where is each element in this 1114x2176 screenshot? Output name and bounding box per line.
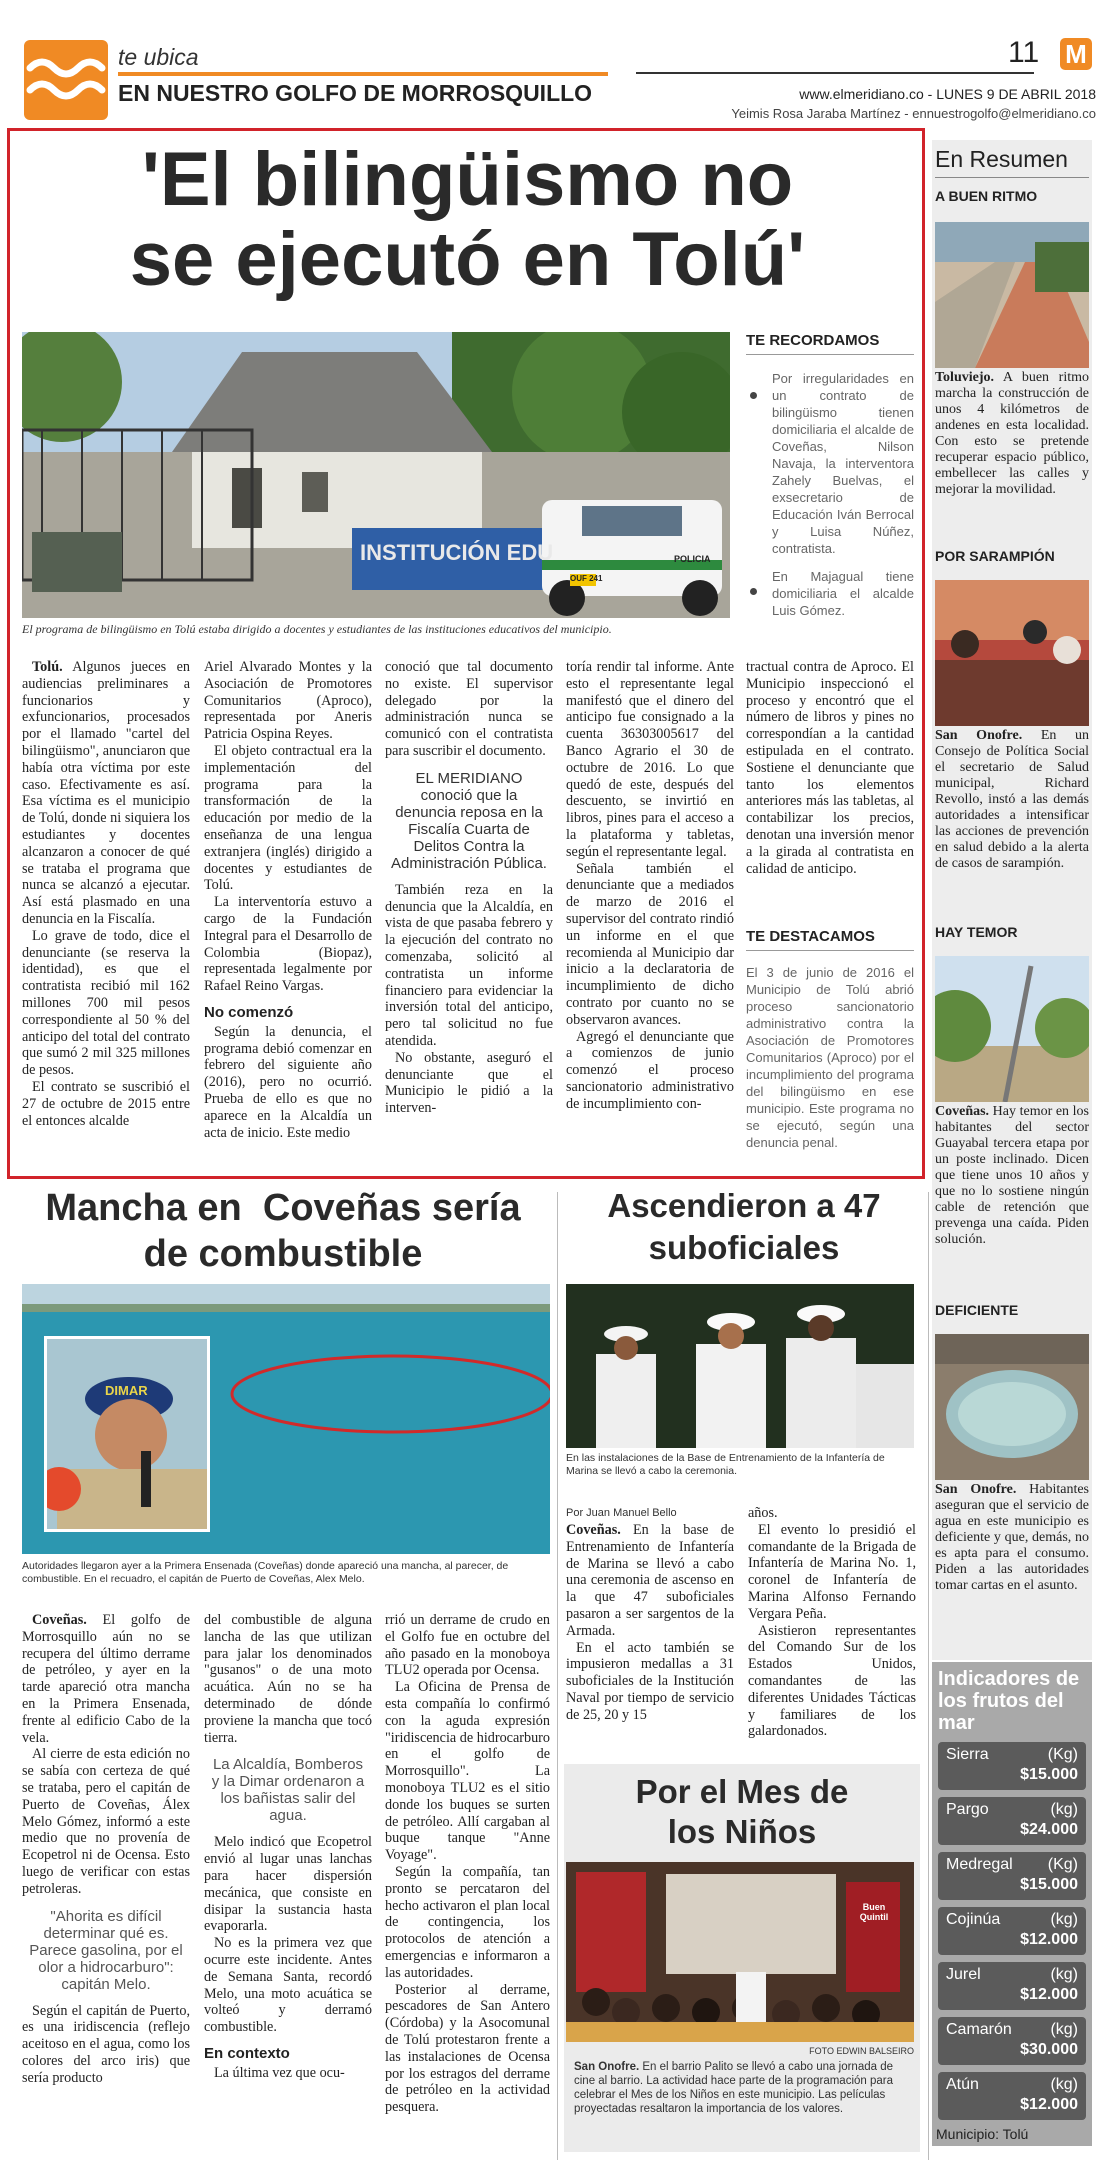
covenas-col3-p3: Según la compañía, tan pronto se percataron del hecho activaron el plan local de contingencia, los protocolos de atención a emergencias e informaron a las autoridades. (385, 1863, 550, 1981)
sidebar-text-1 (935, 370, 1089, 498)
main-col1-p2: Lo grave de todo, dice el denunciante (se reserva la identidad), es que el contratista recibió mil 162 millones 700 mil pesos correspondiente al 50 % del anticipo del total del contrato que sumó 2 mil 325 millones de pesos. (22, 927, 190, 1079)
main-col4-text: toría rendir tal informe. Ante esto el representante legal manifestó que el dinero del anticipo fue consignado a la cuenta 36303005617 del Banco Agrario el 30 de octubre de 2016. Lo que quedó de este, después del descuento, se invirtió en libros, pines para el acceso a la plataforma y tabletas, según el representante legal. (566, 659, 734, 860)
covenas-col2-p4: La última vez que ocu- (214, 2064, 345, 2081)
navy-col-2 (748, 1505, 916, 1740)
photo-police-text: POLICIA (674, 554, 711, 564)
sidebar-body-3: Hay temor en los habitantes del sector Guayabal tercera etapa por un poste inclinado. Dicen que tiene unos 10 años y que no lo sostiene ningún cable de retención que prevenga una caída. Piden solución. (935, 1104, 1089, 1247)
indicator-price: $12.000 (1020, 1931, 1078, 1948)
indicator-unit: (kg) (1050, 1801, 1078, 1818)
kids-headline-2: los Niños (667, 1813, 817, 1850)
indicator-unit: (Kg) (1047, 1856, 1078, 1873)
covenas-col2-p3: No es la primera vez que ocurre este incidente. Antes de Semana Santa, recordó Melo, una moto acuática se volteó y derramó combustible. (204, 1935, 372, 2036)
main-col3-p2: También reza en la denuncia que la Alcaldía, en vista de que pasaba febrero y la ejecución del contrato no comenzaba, solicitó al contratista un informe financiero para evidenciar la inversión total del anticipo, pero tal solicitud no fue atendida. (385, 881, 553, 1049)
kids-photo-credit: FOTO EDWIN BALSEIRO (809, 2046, 914, 2056)
indicator-price: $12.000 (1020, 2096, 1078, 2113)
indicator-name: Cojinúa (946, 1911, 1001, 1928)
inset-cap-text: DIMAR (105, 1383, 148, 1398)
sidebar-lead-2: San Onofre. (935, 728, 1023, 743)
cinema-screen-text: Buen Quintil (859, 1902, 889, 1922)
sidebar-heading-1: A BUEN RITMO (935, 188, 1038, 204)
destacamos-rule (746, 950, 914, 951)
main-col4-p3: Agregó el denunciante que a comienzos de junio comenzó el proceso sancionatorio administrativo de incumplimiento con- (566, 1028, 734, 1112)
navy-headline-2: suboficiales (648, 1229, 840, 1266)
sidebar-lead-1: Toluviejo. (935, 370, 994, 385)
kids-caption-text: En el barrio Palito se llevó a cabo una jornada de cine al barrio. La actividad hace parte de la programación para celebrar el Mes de los Niños en este municipio. Las películas proyectadas resaltaron la importancia de los valores. (574, 2061, 893, 2115)
destacamos-title: TE DESTACAMOS (746, 928, 875, 945)
photo-sign-text: INSTITUCIÓN EDU (360, 540, 554, 565)
main-col1-p3: El contrato se suscribió el 27 de octubre de 2015 entre el entonces alcalde (22, 1078, 190, 1129)
section-big-title: EN NUESTRO GOLFO DE MORROSQUILLO (118, 80, 593, 106)
indicator-name: Medregal (946, 1856, 1013, 1873)
indicator-name: Jurel (946, 1966, 981, 1983)
main-col-2 (204, 659, 372, 1141)
indicator-row (938, 2017, 1086, 2065)
covenas-col3-p2: La Oficina de Prensa de esta compañía lo confirmó con la aguda expresión "iridiscencia de hidrocarburo en el golfo de Morrosquillo". La monoboya TLU2 es el sitio donde los buques se surten de petróleo. Allí cargaban al buque tanque "Anne Voyage". (385, 1679, 550, 1864)
water-photo (935, 1334, 1089, 1480)
school-photo (22, 332, 730, 618)
sidebar-heading-2: POR SARAMPIÓN (935, 548, 1055, 564)
covenas-headline-1: Mancha en Coveñas sería (45, 1187, 521, 1229)
indicator-price: $15.000 (1020, 1876, 1078, 1893)
sidebar-body-4: Habitantes aseguran que el servicio de agua en este municipio es deficiente y que, demás, no es apta para el consumo. Piden a las autoridades tomar cartas en el asunto. (935, 1482, 1089, 1593)
navy-lead: Coveñas. (566, 1522, 621, 1538)
kids-caption (574, 2060, 910, 2116)
covenas-pull-quote-1: "Ahorita es difícil determinar qué es. Parece gasolina, por el olor a hidrocarburo": capitán Melo. (29, 1907, 183, 1993)
sidebar-lead-4: San Onofre. (935, 1482, 1017, 1497)
recordamos-item-1: Por irregularidades en un contrato de bilingüismo tienen domiciliaria el alcalde de Coveñas, Nilson Navaja, la interventora Zahely Buelvas, el exsecretario de Educación Iván Berrocal y Luisa Núñez, contratista. (772, 371, 914, 556)
health-meeting-photo (935, 580, 1089, 726)
covenas-col1-p3: Según el capitán de Puerto, es una iridiscencia (reflejo aceitoso en el agua, como los colores del arco iris) que sería producto (22, 2002, 190, 2086)
sidebar-divider (928, 1192, 929, 2160)
covenas-col3-text: rrió un derrame de crudo en el Golfo fue en octubre del año pasado en la monoboya TLU2 operada por Ocensa. (385, 1612, 550, 1679)
covenas-col2-subhead: En contexto (204, 2044, 290, 2062)
indicator-name: Sierra (946, 1746, 989, 1763)
main-headline-2: se ejecutó en Tolú' (129, 217, 806, 302)
ceremony-caption: En las instalaciones de la Base de Entrenamiento de la Infantería de Marina se llevó a cabo la ceremonia. (566, 1452, 885, 1477)
recordamos-bullet-1 (750, 392, 757, 399)
main-col5-text: tractual contra de Aproco. El Municipio inspeccionó el proceso y encontró que el número de libros y pines no correspondían a la cantidad estipulada en el contrato. Sostiene el denunciante que tanto los elementos anteriores más las tabletas, al contabilizar los precios, denotan una inversión menor a la girada al contratista en calidad de anticipo. (746, 659, 914, 877)
indicator-name: Camarón (946, 2021, 1012, 2038)
indicator-name: Pargo (946, 1801, 989, 1818)
main-col-5 (746, 659, 914, 877)
author-line: Yeimis Rosa Jaraba Martínez - ennuestrogolfo@elmeridiano.co (731, 106, 1096, 121)
sidebar-text-4 (935, 1482, 1089, 1594)
main-headline-1: 'El bilingüismo no (141, 137, 794, 222)
indicator-name: Atún (946, 2076, 979, 2093)
main-col-4 (566, 659, 734, 1113)
photo-plate-text: OUF 241 (570, 574, 603, 583)
main-col2-p3: La interventoría estuvo a cargo de la Fundación Integral para el Desarrollo de Colombia (Biopaz), representada legalmente por Rafael Reino Vargas. (204, 894, 372, 995)
covenas-lead: Coveñas. (32, 1612, 87, 1628)
indicator-unit: (kg) (1050, 1911, 1078, 1928)
sidebar-body-2: En un Consejo de Política Social el secretario de Salud municipal, Richard Revollo, instó a las demás autoridades a intensificar las acciones de prevención en salud debido a la alerta de casos de sarampión. (935, 728, 1089, 871)
indicator-price: $15.000 (1020, 1766, 1078, 1783)
covenas-col2-p2: Melo indicó que Ecopetrol envió al lugar unas lanchas para hacer dispersión mecánica, que consiste en disipar la sustancia hasta evaporarla. (204, 1834, 372, 1935)
covenas-col1-text: El golfo de Morrosquillo aún no se recupera del último derrame de petróleo, y ayer en la tarde apareció otra mancha en la Primera Ensenada, frente al edificio Cabo de la vela. (22, 1612, 190, 1746)
navy-headline-1: Ascendieron a 47 (607, 1187, 881, 1224)
recordamos-title: TE RECORDAMOS (746, 332, 880, 349)
sidebar-heading-4: DEFICIENTE (935, 1302, 1019, 1318)
navy-col2-text: años. (748, 1505, 778, 1521)
indicators-title: Indicadores de los frutos del mar (938, 1668, 1080, 1734)
indicator-price: $30.000 (1020, 2041, 1078, 2058)
indicator-row (938, 1962, 1086, 2010)
covenas-col-2 (204, 1612, 372, 2082)
covenas-col-3 (385, 1612, 550, 2116)
main-pull-quote: EL MERIDIANO conoció que la denuncia reposa en la Fiscalía Cuarta de Delitos Contra la Administración Pública. (391, 769, 547, 872)
indicators-box (932, 1662, 1092, 2146)
indicator-price: $24.000 (1020, 1821, 1078, 1838)
captain-inset-photo (44, 1336, 210, 1532)
indicators-municipio: Municipio: Tolú (936, 2126, 1029, 2142)
indicator-unit: (Kg) (1047, 1746, 1078, 1763)
recordamos-item-2: En Majagual tiene domiciliaria el alcalde Luis Gómez. (772, 569, 914, 618)
indicator-unit: (kg) (1050, 1966, 1078, 1983)
waves-icon (24, 40, 108, 120)
covenas-col2-text: del combustible de alguna lancha de las que utilizan para jalar los denominados "gusanos" o de una moto acuática. Aún no se ha determinado de dónde proviene la mancha que tocó tierra. (204, 1612, 372, 1746)
main-col2-text: Ariel Alvarado Montes y la Asociación de Promotores Comunitarios (Aproco), representada por Aneris Patricia Ospina Reyes. (204, 659, 372, 743)
sea-photo-caption: Autoridades llegaron ayer a la Primera Ensenada (Coveñas) donde apareció una mancha, al parecer, de combustible. En el recuadro, el capitán de Puerto de Coveñas, Alex Melo. (22, 1560, 509, 1585)
kids-caption-lead: San Onofre. (574, 2061, 640, 2073)
sidebar-text-2 (935, 728, 1089, 872)
indicator-row (938, 1797, 1086, 1845)
navy-col1-text: En la base de Entrenamiento de Infantería de Marina se llevó a cabo una ceremonia de ascenso en la que 47 suboficiales pasaron a ser sargentos de la Armada. (566, 1522, 734, 1639)
header-rule (636, 72, 1034, 74)
sidebar-lead-3: Coveñas. (935, 1104, 990, 1119)
logo-m: M (1060, 38, 1092, 70)
indicator-row (938, 2072, 1086, 2120)
indicator-row (938, 1907, 1086, 1955)
navy-byline: Por Juan Manuel Bello (566, 1507, 677, 1519)
main-col2-subhead: No comenzó (204, 1003, 294, 1021)
covenas-col3-p4: Posterior al derrame, pescadores de San Antero (Córdoba) y la Asocomunal de Tolú protestaron frente a las instalaciones de Ocensa por los estragos del derrame de petróleo en la actividad pesquera. (385, 1981, 550, 2116)
dateline: www.elmeridiano.co - LUNES 9 DE ABRIL 2018 (799, 86, 1096, 102)
main-col-1 (22, 659, 190, 1129)
sidebar-title: En Resumen (935, 146, 1068, 172)
indicator-unit: (kg) (1050, 2021, 1078, 2038)
main-col2-p2: El objeto contractual era la implementación del programa para la transformación de la educación por medio de la enseñanza de una lengua extranjera (inglés) dirigido a docentes y estudiantes de Tolú. (204, 742, 372, 894)
section-small-title: te ubica (118, 44, 199, 70)
main-col2-p4: Según la denuncia, el programa debió comenzar en febrero del siguiente año (2016), pero no ocurrió. Prueba de ello es que no aparece en la Alcaldía un acta de inicio. Este medio (204, 1023, 372, 1141)
school-photo-caption: El programa de bilingüismo en Tolú estaba dirigido a docentes y estudiantes de las instituciones educativos del municipio. (22, 622, 612, 636)
sea-photo (22, 1284, 550, 1554)
recordamos-rule (746, 354, 914, 355)
ceremony-photo (566, 1284, 914, 1448)
section-logo (24, 40, 108, 120)
main-dateline-lead: Tolú. (32, 659, 63, 675)
covenas-col-1 (22, 1612, 190, 2087)
navy-col2-p2: El evento lo presidió el comandante de la Brigada de Infantería de Marina No. 1, coronel de Infantería de Marina Alfonso Fernando Vergara Peña. (748, 1521, 916, 1622)
kids-headline-1: Por el Mes de (635, 1773, 849, 1810)
sidebar-title-rule (935, 177, 1089, 178)
sidebar-text-3 (935, 1104, 1089, 1248)
covenas-col1-p2: Al cierre de esta edición no se sabía con certeza de qué se trataba, pero el capitán de Puerto de Coveñas, Álex Melo Gómez, informó a este medio que no provenía de Ecopetrol ni de Ocensa. Esto luego de verificar con estas petroleras. (22, 1746, 190, 1897)
destacamos-text: El 3 de junio de 2016 el Municipio de Tolú abrió proceso sancionatorio administrativo contra la Asociación de Promotores Comunitarios (Aproco) por el incumplimiento del programa del bilingüismo en ese municipio. Este programa no se ejecutó, según una denuncia penal. (746, 965, 914, 1150)
page-number: 11 (1008, 36, 1040, 69)
navy-col2-p3: Asistieron representantes del Comando Sur de los Estados Unidos, comandantes de las diferentes Unidades Tácticas y familiares de los galardonados. (748, 1622, 916, 1740)
navy-col1-p2: En el acto también se impusieron medallas a 31 suboficiales de la Institución Naval por tiempo de servicio de 25, 20 y 15 (566, 1639, 734, 1723)
covenas-headline-2: de combustible (143, 1233, 423, 1275)
indicator-row (938, 1852, 1086, 1900)
indicator-unit: (kg) (1050, 2076, 1078, 2093)
main-col3-p3: No obstante, aseguró el denunciante que el Municipio le pidió a la interven- (385, 1049, 553, 1117)
section-orange-rule (118, 72, 608, 76)
indicator-row (938, 1742, 1086, 1790)
recordamos-bullet-2 (750, 588, 757, 595)
main-col1-text: Algunos jueces en audiencias preliminares a funcionarios y exfuncionarios, procesados por el llamado "cartel del bilingüismo", anunciaron que había otra víctima por este caso. Efectivamente es así. Esa víctima es el municipio de Tolú, donde ni siquiera los estudiantes y docentes alcanzaron a conocer de qué se trataba el programa que nunca se alcanzó a ejecutar. Así está plasmado en una denuncia en la Fiscalía. (22, 659, 190, 927)
covenas-pull-quote-2: La Alcaldía, Bomberos y la Dimar ordenaron a los bañistas salir del agua. (211, 1756, 365, 1825)
bottom-divider (557, 1192, 558, 2160)
main-col-3 (385, 659, 553, 1117)
sidebar-heading-3: HAY TEMOR (935, 924, 1018, 940)
main-col4-p2: Señala también el denunciante que a mediados de marzo de 2016 el supervisor del contrato rindió un informe en el que recomienda al Municipio dar inicio a la declaratoria de incumplimiento de dicho contrato por cuanto no se observaron avances. (566, 860, 734, 1028)
sidebar-body-1: A buen ritmo marcha la construcción de unos 4 kilómetros de andenes en esta localidad. Con esto se pretende recuperar espacio público, embellecer las calles y mejorar la movilidad. (935, 370, 1089, 497)
indicator-price: $12.000 (1020, 1986, 1078, 2003)
cinema-photo (566, 1862, 914, 2042)
leaning-pole-photo (935, 956, 1089, 1102)
main-col3-text: conoció que tal documento no existe. El supervisor delegado por la administración nunca se comunicó con el contratista para suscribir el documento. (385, 659, 553, 759)
navy-col-1 (566, 1522, 734, 1724)
sidewalk-photo (935, 222, 1089, 368)
indicators-list (938, 1742, 1086, 2127)
